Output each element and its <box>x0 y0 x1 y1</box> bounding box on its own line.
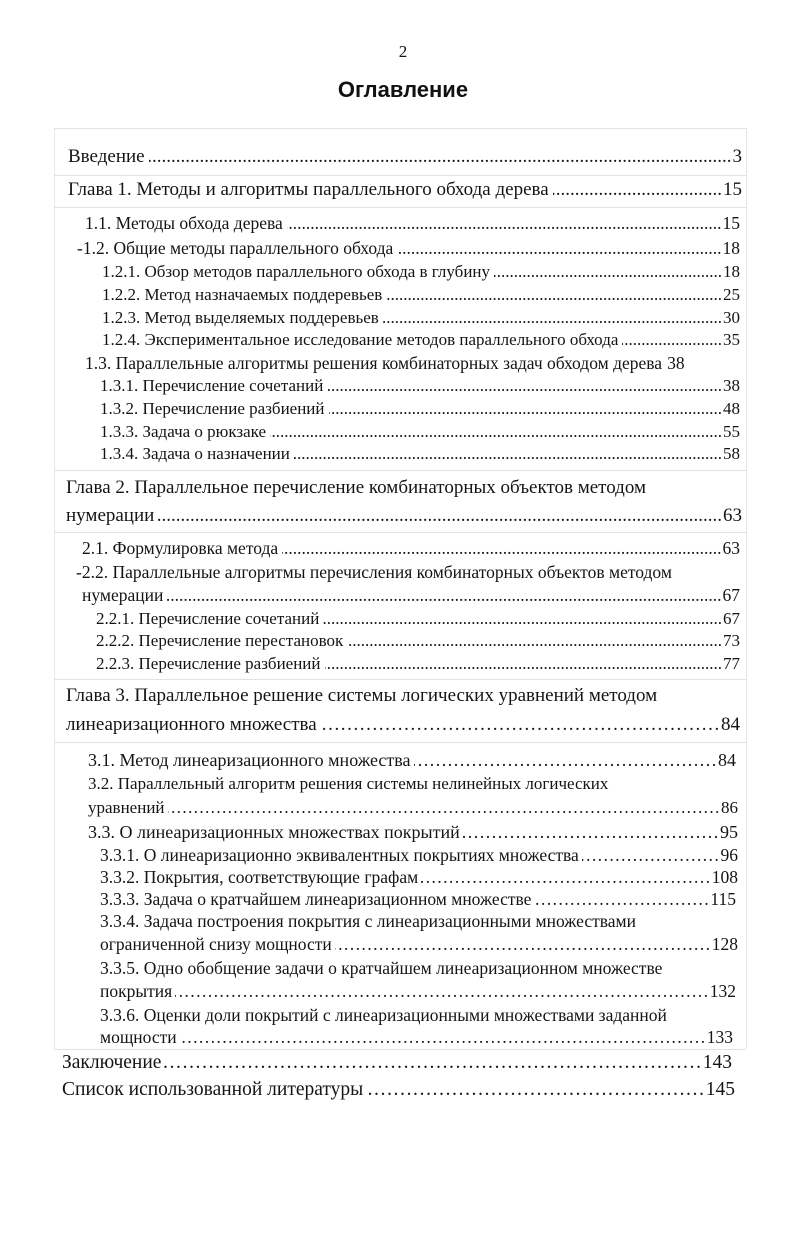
toc-entry-subsection <box>96 630 740 651</box>
dot-leader <box>397 238 721 260</box>
toc-entry-conclusion <box>62 1051 732 1075</box>
toc-entry-subsection <box>100 375 740 396</box>
toc-entry-page: 67 <box>722 585 740 605</box>
toc-entry-subsection <box>100 421 740 442</box>
toc-entry-page: 145 <box>705 1079 735 1100</box>
toc-entry-page: 133 <box>706 1027 733 1047</box>
toc-entry-last-line <box>100 981 736 1003</box>
page-title: Оглавление <box>337 77 469 102</box>
table-rule <box>54 175 746 176</box>
table-rule <box>54 532 746 533</box>
dot-leader <box>582 845 720 867</box>
toc-entry-page: 73 <box>723 631 740 650</box>
dot-leader <box>386 284 722 305</box>
toc-entry-label: 3.3.6. Оценки доли покрытий с линеаризационными множествами заданной <box>100 1005 667 1025</box>
toc-entry-label: 2.2.1. Перечисление сочетаний <box>96 609 320 628</box>
toc-entry-label: -1.2. Общие методы параллельного обхода <box>77 238 394 258</box>
toc-entry-introduction <box>68 145 742 169</box>
toc-entry-label: Введение <box>68 146 145 167</box>
dot-leader <box>534 889 709 911</box>
dot-leader <box>294 443 722 464</box>
dot-leader <box>168 797 720 818</box>
toc-entry-page: 67 <box>723 609 740 628</box>
toc-entry-section <box>82 538 740 560</box>
toc-entry-last-line <box>88 797 738 818</box>
toc-entry-subsection <box>100 889 736 911</box>
toc-entry-subsection <box>100 398 740 419</box>
toc-entry-label-continued: уравнений <box>88 798 165 817</box>
toc-entry-label-continued: мощности <box>100 1027 177 1047</box>
toc-entry-page: 18 <box>723 262 740 281</box>
toc-entry-label: Глава 2. Параллельное перечисление комбинаторных объектов методом <box>66 477 647 498</box>
toc-entry-page: 18 <box>722 238 740 258</box>
dot-leader <box>366 1078 704 1102</box>
toc-entry-subsection <box>100 845 738 867</box>
dot-leader <box>167 585 721 607</box>
toc-entry-label: 1.3.2. Перечисление разбиений <box>100 399 325 418</box>
toc-entry-page: 25 <box>723 285 740 304</box>
dot-leader <box>553 178 722 202</box>
toc-entry-label: 3.2. Параллельный алгоритм решения системы нелинейных логических <box>88 774 609 793</box>
toc-entry-label-continued: нумерации <box>82 585 164 605</box>
toc-entry-subsection <box>102 284 740 305</box>
toc-entry-page: 128 <box>711 934 738 954</box>
dot-leader <box>175 981 709 1003</box>
toc-entry-page: 55 <box>723 422 740 441</box>
toc-entry-subsection <box>102 307 740 328</box>
toc-entry-section <box>77 238 740 260</box>
toc-entry-label: 1.3.3. Задача о рюкзаке <box>100 422 267 441</box>
toc-entry-page: 38 <box>723 376 740 395</box>
toc-entry-last-line <box>100 1027 733 1049</box>
toc-entry-label: 1.3. Параллельные алгоритмы решения комбинаторных задач обходом дерева <box>85 353 663 373</box>
dot-leader <box>622 329 722 350</box>
dot-leader <box>164 1051 701 1075</box>
toc-entry-label-continued: нумерации <box>66 505 155 526</box>
toc-entry-page: 35 <box>723 330 740 349</box>
toc-entry-label: 2.1. Формулировка метода <box>82 538 279 558</box>
toc-entry-subsection <box>96 653 740 674</box>
table-rule <box>54 1049 746 1050</box>
toc-entry-chapter-1 <box>68 178 742 202</box>
dot-leader <box>180 1027 706 1049</box>
toc-entry-page: 86 <box>721 798 738 817</box>
toc-entry-references <box>62 1078 735 1102</box>
table-rule <box>746 128 747 1049</box>
dot-leader <box>463 821 719 844</box>
dot-leader <box>335 934 711 956</box>
dot-leader <box>270 421 722 442</box>
toc-entry-section <box>88 749 736 772</box>
dot-leader <box>421 867 711 889</box>
dot-leader <box>158 504 722 528</box>
toc-entry-label: 3.3.3. Задача о кратчайшем линеаризационном множестве <box>100 889 532 909</box>
toc-entry-section <box>85 353 685 375</box>
table-rule <box>54 207 746 208</box>
toc-entry-subsection <box>102 329 740 350</box>
toc-entry-label-continued: ограниченной снизу мощности <box>100 934 332 954</box>
toc-entry-page: 15 <box>722 213 740 233</box>
dot-leader <box>323 608 722 629</box>
toc-entry-label-continued: покрытия <box>100 981 173 1001</box>
toc-entry-page: 15 <box>723 179 742 200</box>
toc-entry-label: 1.2.3. Метод выделяемых поддеревьев <box>102 308 379 327</box>
toc-entry-label: 1.2.4. Экспериментальное исследование методов параллельного обхода <box>102 330 619 349</box>
toc-entry-label: 1.1. Методы обхода дерева <box>85 213 283 233</box>
toc-entry-label: 3.3.4. Задача построения покрытия с линеаризационными множествами <box>100 911 636 931</box>
toc-entry-label: 3.1. Метод линеаризационного множества <box>88 750 411 770</box>
toc-entry-page: 30 <box>723 308 740 327</box>
toc-entry-section <box>88 821 738 844</box>
toc-entry-page: 143 <box>702 1052 732 1073</box>
toc-entry-page: 48 <box>723 399 740 418</box>
toc-entry-label: 3.3.1. О линеаризационно эквивалентных покрытиях множества <box>100 845 579 865</box>
toc-entry-page: 108 <box>711 867 738 887</box>
dot-leader <box>325 653 722 674</box>
toc-entry-last-line <box>82 585 740 607</box>
toc-entry-page: 63 <box>723 505 742 526</box>
toc-entry-label: -2.2. Параллельные алгоритмы перечисления комбинаторных объектов методом <box>76 562 672 582</box>
toc-entry-label: 3.3.2. Покрытия, соответствующие графам <box>100 867 419 887</box>
toc-entry-last-line <box>66 504 742 528</box>
table-rule <box>54 679 746 680</box>
toc-entry-label-continued: линеаризационного множества <box>66 714 317 735</box>
toc-entry-page: 58 <box>723 444 740 463</box>
toc-entry-page: 3 <box>732 146 742 167</box>
toc-entry-label: 2.2.3. Перечисление разбиений <box>96 654 321 673</box>
toc-entry-subsection <box>100 443 740 464</box>
dot-leader <box>149 145 732 169</box>
toc-entry-section <box>85 213 740 235</box>
dot-leader <box>282 538 721 560</box>
toc-entry-label: 1.2.2. Метод назначаемых поддеревьев <box>102 285 383 304</box>
toc-entry-page: 38 <box>667 353 685 373</box>
dot-leader <box>320 713 720 737</box>
dot-leader <box>329 398 722 419</box>
toc-entry-label: Глава 1. Методы и алгоритмы параллельного обхода дерева <box>68 179 549 200</box>
toc-entry-page: 84 <box>718 750 736 770</box>
toc-entry-last-line <box>100 934 738 956</box>
table-rule <box>54 128 55 1049</box>
toc-entry-page: 77 <box>723 654 740 673</box>
toc-entry-label: 1.3.4. Задача о назначении <box>100 444 290 463</box>
toc-entry-subsection <box>96 608 740 629</box>
toc-entry-label: 3.3.5. Одно обобщение задачи о кратчайшем линеаризационном множестве <box>100 958 663 978</box>
toc-entry-page: 115 <box>710 889 736 909</box>
toc-entry-page: 63 <box>722 538 740 558</box>
toc-entry-page: 132 <box>709 981 736 1001</box>
dot-leader <box>383 307 722 328</box>
toc-entry-label: Заключение <box>62 1052 162 1073</box>
toc-entry-page: 96 <box>720 845 738 865</box>
toc-entry-page: 95 <box>720 822 738 842</box>
dot-leader <box>414 749 718 772</box>
dot-leader <box>327 375 722 396</box>
dot-leader <box>287 213 722 235</box>
toc-entry-label: 3.3. О линеаризационных множествах покрытий <box>88 822 460 842</box>
toc-entry-label: 2.2.2. Перечисление перестановок <box>96 631 344 650</box>
table-rule <box>54 742 746 743</box>
toc-entry-label: 1.3.1. Перечисление сочетаний <box>100 376 324 395</box>
table-rule <box>54 470 746 471</box>
dot-leader <box>494 261 722 282</box>
toc-entry-subsection <box>100 867 738 889</box>
table-rule <box>54 128 746 129</box>
toc-entry-label: Список использованной литературы <box>62 1079 364 1100</box>
toc-entry-last-line <box>66 713 740 737</box>
dot-leader <box>347 630 722 651</box>
toc-entry-page: 84 <box>721 714 740 735</box>
page-number: 2 <box>398 42 408 61</box>
toc-entry-label: Глава 3. Параллельное решение системы логических уравнений методом <box>66 685 658 706</box>
toc-entry-subsection <box>102 261 740 282</box>
toc-entry-label: 1.2.1. Обзор методов параллельного обхода в глубину <box>102 262 491 281</box>
